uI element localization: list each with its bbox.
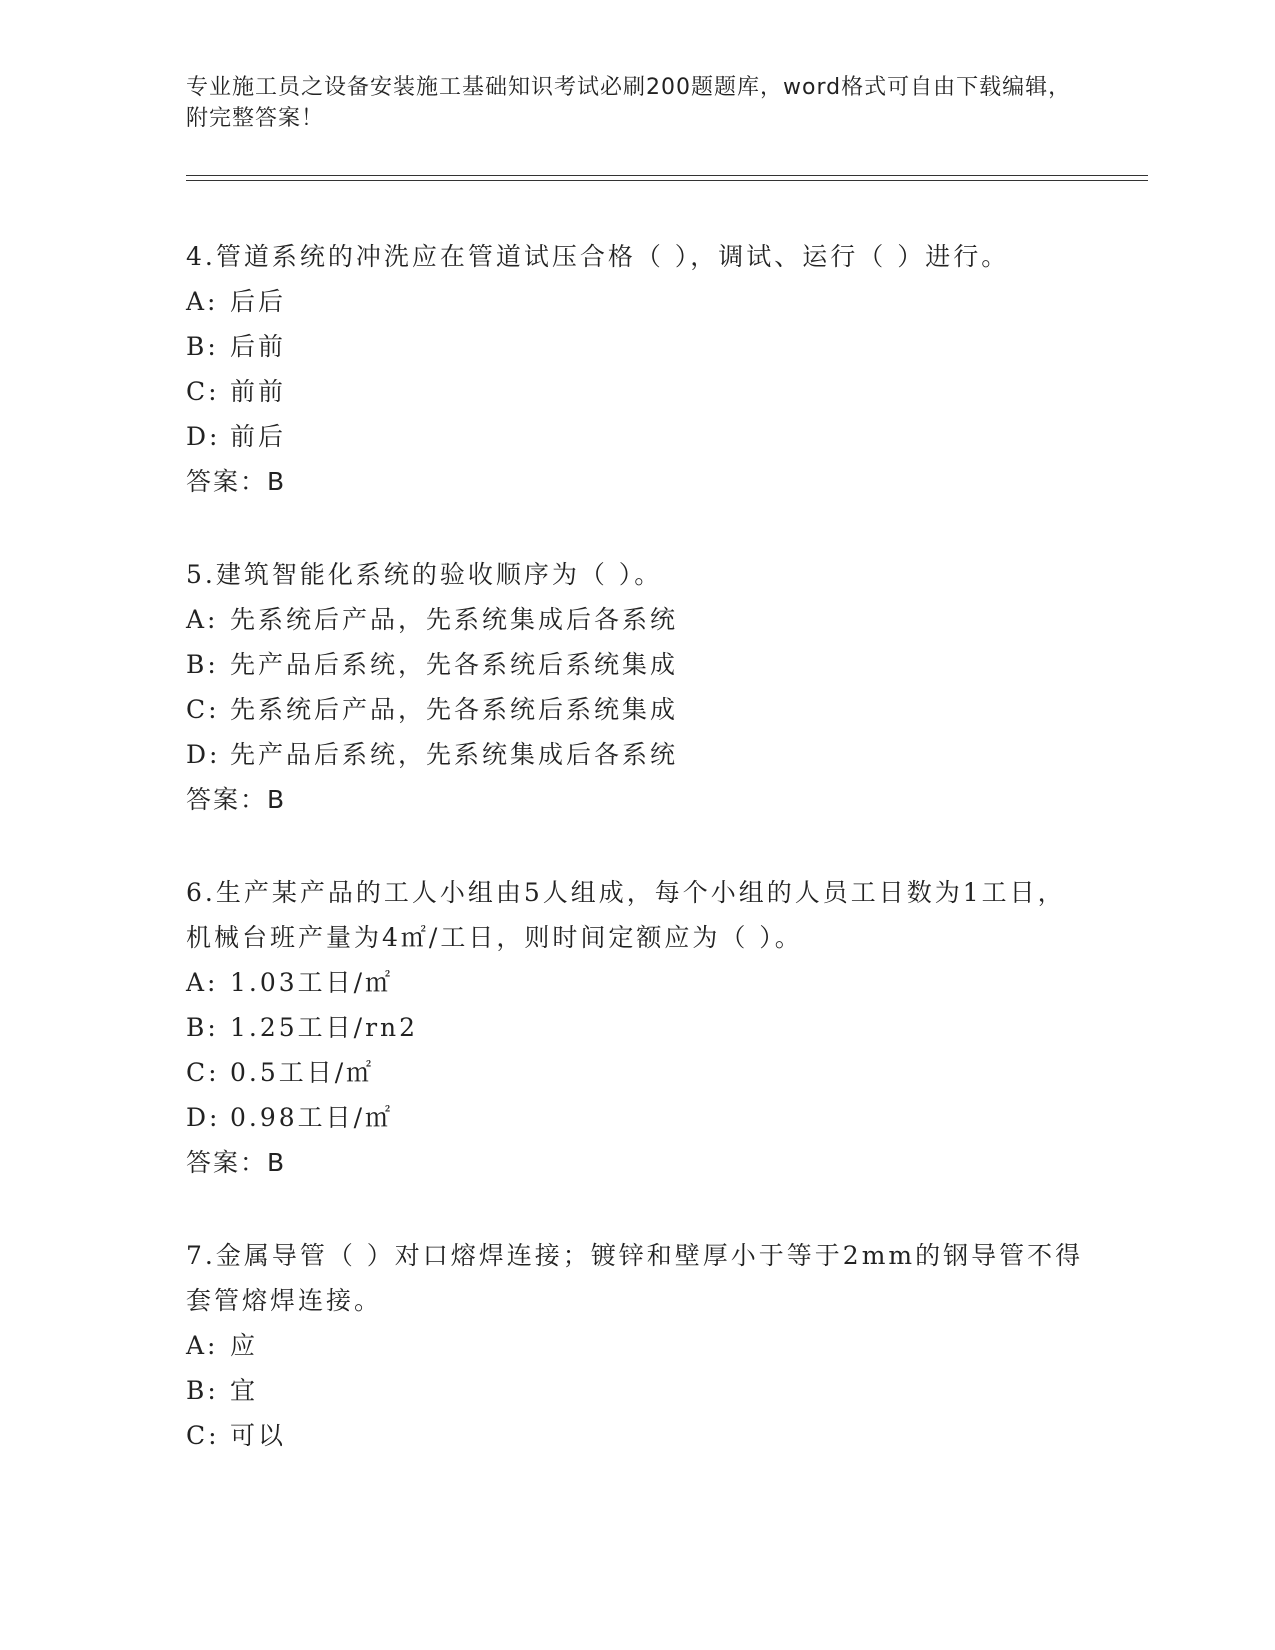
option-text: 宜	[230, 1376, 259, 1405]
answer-line: 答案：B	[186, 467, 287, 496]
option-d	[186, 414, 1086, 459]
option-text: 0.98工日/㎡	[230, 1103, 394, 1132]
question-block	[186, 552, 1086, 822]
option-letter: C:	[186, 695, 220, 724]
option-letter: A:	[186, 968, 219, 997]
option-text: 0.5工日/㎡	[230, 1058, 375, 1087]
option-letter: D:	[186, 1103, 221, 1132]
option-letter: C:	[186, 1421, 220, 1450]
option-letter: B:	[186, 332, 219, 361]
option-letter: A:	[186, 1331, 219, 1360]
answer-line: 答案：B	[186, 1148, 287, 1177]
option-c	[186, 687, 1086, 732]
option-text: 先产品后系统，先各系统后系统集成	[230, 650, 679, 679]
question-stem: 4.管道系统的冲洗应在管道试压合格（ ），调试、运行（ ）进行。	[186, 242, 1010, 271]
question-stem: 5.建筑智能化系统的验收顺序为（ ）。	[186, 560, 663, 589]
option-b	[186, 642, 1086, 687]
option-text: 先产品后系统，先系统集成后各系统	[230, 740, 679, 769]
option-letter: D:	[186, 422, 221, 451]
option-a	[186, 279, 1086, 324]
question-block	[186, 1233, 1086, 1458]
option-b	[186, 1368, 1086, 1413]
option-b	[186, 324, 1086, 369]
option-c	[186, 1413, 1086, 1458]
option-text: 1.03工日/㎡	[230, 968, 394, 997]
option-text: 前前	[230, 377, 287, 406]
option-letter: A:	[186, 605, 219, 634]
option-letter: B:	[186, 1013, 219, 1042]
option-d	[186, 732, 1086, 777]
document-header-title: 专业施工员之设备安装施工基础知识考试必刷200题题库，word格式可自由下载编辑，附完整答案！	[186, 75, 1072, 131]
option-text: 1.25工日/rn2	[230, 1013, 419, 1042]
option-letter: B:	[186, 650, 219, 679]
option-a	[186, 960, 1086, 1005]
question-block	[186, 870, 1086, 1185]
option-a	[186, 597, 1086, 642]
option-letter: B:	[186, 1376, 219, 1405]
option-text: 应	[230, 1331, 259, 1360]
answer-line: 答案：B	[186, 785, 287, 814]
option-c	[186, 1050, 1086, 1095]
option-letter: A:	[186, 287, 219, 316]
option-text: 后前	[230, 332, 287, 361]
question-stem: 7.金属导管（ ）对口熔焊连接；镀锌和壁厚小于等于2mm的钢导管不得套管熔焊连接。	[186, 1241, 1084, 1315]
question-block	[186, 234, 1086, 504]
option-text: 前后	[230, 422, 287, 451]
option-letter: C:	[186, 377, 220, 406]
header-divider-bottom	[186, 180, 1148, 181]
option-text: 可以	[230, 1421, 287, 1450]
option-d	[186, 1095, 1086, 1140]
option-c	[186, 369, 1086, 414]
option-letter: C:	[186, 1058, 220, 1087]
option-text: 后后	[230, 287, 287, 316]
option-letter: D:	[186, 740, 221, 769]
option-text: 先系统后产品，先系统集成后各系统	[230, 605, 679, 634]
header-divider-top	[186, 175, 1148, 176]
question-stem: 6.生产某产品的工人小组由5人组成，每个小组的人员工日数为1工日，机械台班产量为4㎡/工日，则时间定额应为（ ）。	[186, 878, 1066, 952]
option-b	[186, 1005, 1086, 1050]
option-a	[186, 1323, 1086, 1368]
option-text: 先系统后产品，先各系统后系统集成	[230, 695, 679, 724]
